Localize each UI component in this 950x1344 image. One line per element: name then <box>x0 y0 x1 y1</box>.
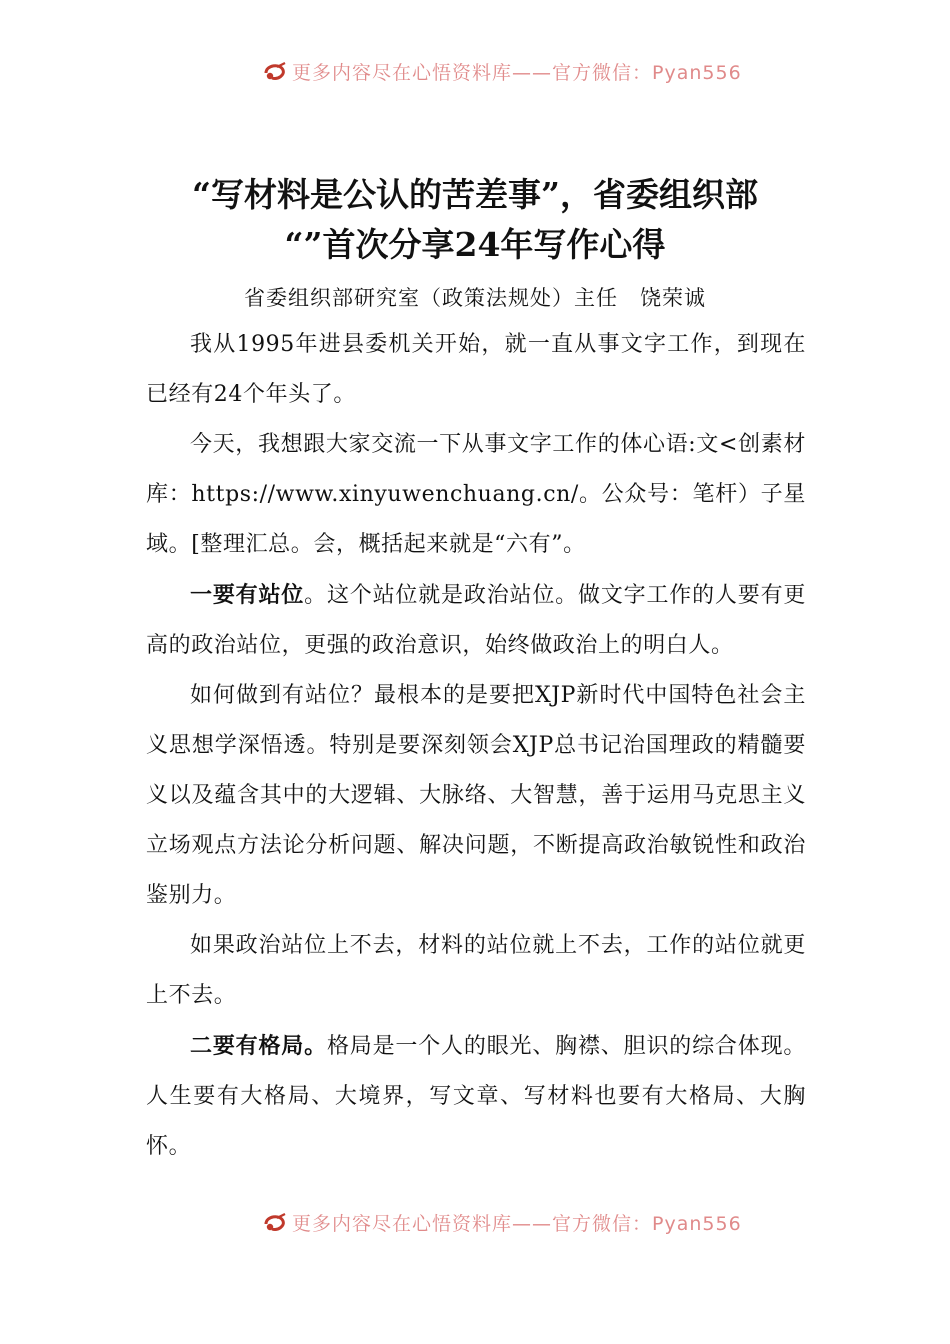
paragraph-text: 。这个站位就是政治站位。做文字工作的人要有更高的政治站位，更强的政治意识，始终做政治上的明白人。 <box>146 583 806 658</box>
paragraph <box>146 320 806 420</box>
paragraph <box>146 921 806 1021</box>
paragraph <box>146 420 806 570</box>
paragraph-text: 今天，我想跟大家交流一下从事文字工作的体心语:文<创素材库：https://www.xinyuwenchuang.cn/。公众号：笔杆）子星域。[整理汇总。会，概括起来就是“六有”。 <box>146 432 806 557</box>
author-byline: 省委组织部研究室（政策法规处）主任 饶荣诚 <box>244 286 706 310</box>
paragraph-text: 如何做到有站位？最根本的是要把XJP新时代中国特色社会主义思想学深悟透。特别是要深刻领会XJP总书记治国理政的精髓要义以及蕴含其中的大逻辑、大脉络、大智慧，善于运用马克思主义立场观点方法论分析问题、解决问题，不断提高政治敏锐性和政治鉴别力。 <box>146 683 806 908</box>
article-body <box>146 320 806 1172</box>
footer-watermark <box>0 1207 950 1235</box>
paragraph <box>146 671 806 921</box>
paragraph-text: 我从1995年进县委机关开始，就一直从事文字工作，到现在已经有24个年头了。 <box>146 332 806 407</box>
paragraph <box>146 570 806 671</box>
document-title-line-1: “写材料是公认的苦差事”，省委组织部 <box>192 175 758 214</box>
watermark-logo-icon <box>262 1212 288 1234</box>
watermark-text: 更多内容尽在心悟资料库——官方微信：Pyan556 <box>292 62 742 84</box>
section-lead: 一要有站位 <box>190 582 305 608</box>
watermark-logo-icon <box>262 61 288 83</box>
header-watermark <box>0 56 950 84</box>
watermark-text: 更多内容尽在心悟资料库——官方微信：Pyan556 <box>292 1213 742 1235</box>
paragraph <box>146 1021 806 1172</box>
document-title-line-2: “”首次分享24年写作心得 <box>284 225 666 264</box>
paragraph-text: 格局是一个人的眼光、胸襟、胆识的综合体现。人生要有大格局、大境界，写文章、写材料也要有大格局、大胸怀。 <box>146 1034 806 1159</box>
section-lead: 二要有格局。 <box>190 1033 327 1059</box>
paragraph-text: 如果政治站位上不去，材料的站位就上不去，工作的站位就更上不去。 <box>146 933 806 1008</box>
